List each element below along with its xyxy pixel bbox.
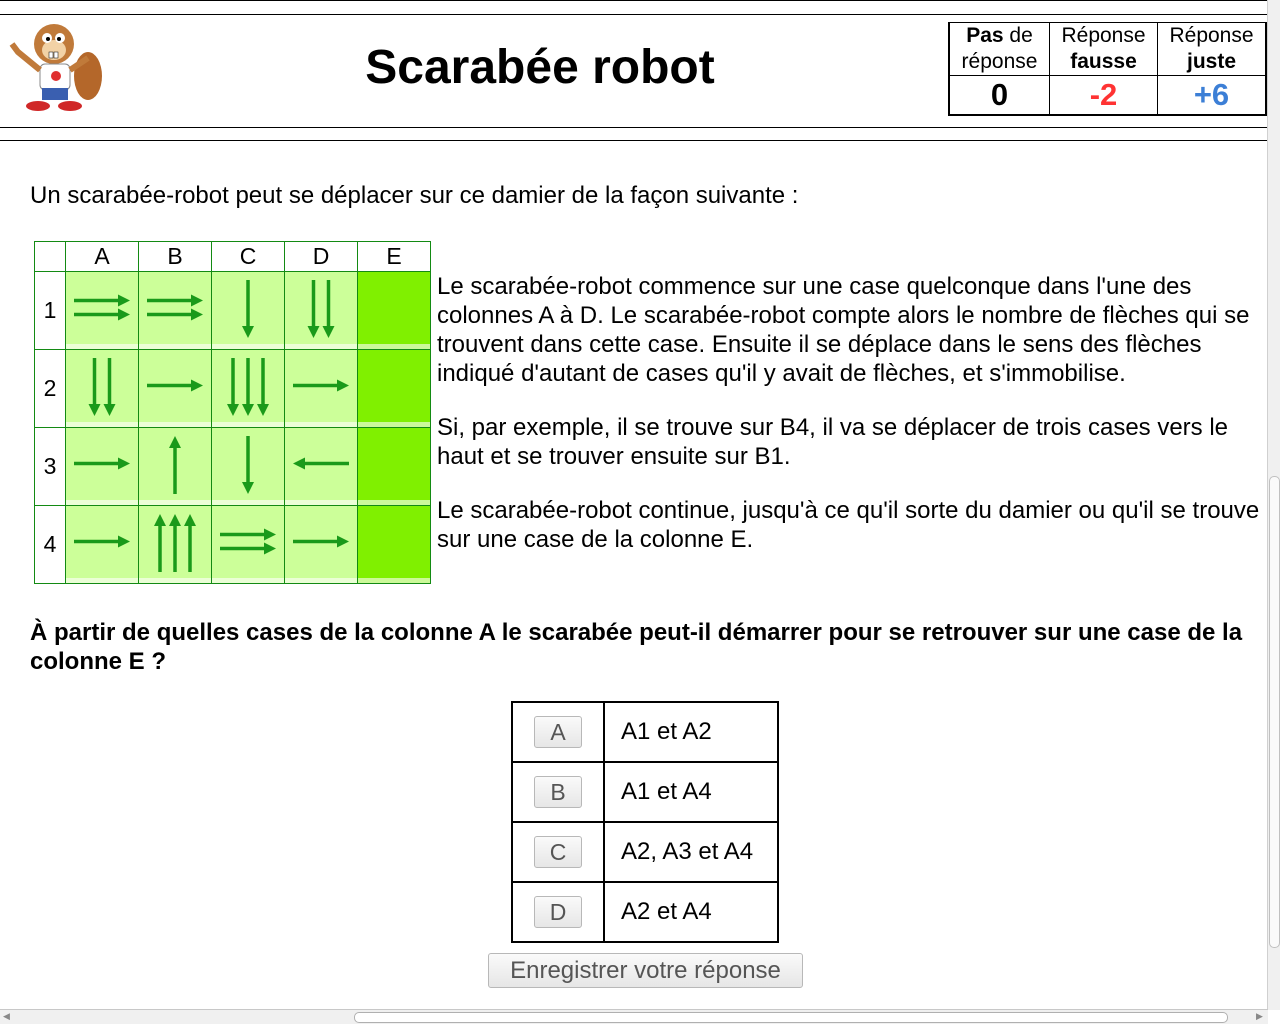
arrow-right-icon xyxy=(220,543,276,555)
no-answer-header: Pas de réponse xyxy=(949,23,1050,76)
board-cell xyxy=(285,272,358,350)
board-cell xyxy=(139,272,212,350)
answer-row xyxy=(512,882,778,942)
cell-arrows xyxy=(139,506,211,583)
board-cell xyxy=(66,506,139,584)
scoring-table xyxy=(948,22,1267,116)
right-answer-header: Réponse juste xyxy=(1158,23,1267,76)
arrow-right-icon xyxy=(147,309,203,321)
board-cell-goal xyxy=(358,350,431,428)
arrow-down-icon xyxy=(89,358,101,416)
cell-arrows xyxy=(139,428,211,505)
arrow-right-icon xyxy=(74,536,130,548)
arrow-up-icon xyxy=(169,514,181,572)
board-cell-goal xyxy=(358,272,431,350)
cell-arrows xyxy=(66,506,138,583)
arrow-down-icon xyxy=(257,358,269,416)
arrow-right-icon xyxy=(147,380,203,392)
arrow-right-icon xyxy=(293,536,349,548)
cell-arrows xyxy=(139,272,211,349)
arrow-down-icon xyxy=(308,280,320,338)
wrong-answer-header: Réponse fausse xyxy=(1050,23,1158,76)
answer-button-b[interactable]: B xyxy=(534,776,582,808)
cell-arrows xyxy=(285,506,357,583)
arrow-left-icon xyxy=(293,458,349,470)
answer-button-d[interactable]: D xyxy=(534,896,582,928)
arrow-right-icon xyxy=(74,309,130,321)
row-label: 4 xyxy=(35,506,66,584)
board-corner xyxy=(35,242,66,272)
answer-button-c[interactable]: C xyxy=(534,836,582,868)
cell-arrows xyxy=(212,428,284,505)
cell-arrows xyxy=(66,350,138,427)
cell-arrows xyxy=(66,428,138,505)
cell-arrows xyxy=(139,350,211,427)
cell-arrows xyxy=(212,350,284,427)
row-label: 3 xyxy=(35,428,66,506)
arrow-down-icon xyxy=(227,358,239,416)
arrow-down-icon xyxy=(323,280,335,338)
arrow-up-icon xyxy=(184,514,196,572)
question-text: À partir de quelles cases de la colonne A le scarabée peut-il démarrer pour se retrouver sur une case de la colonne E ? xyxy=(30,619,1243,675)
arrow-down-icon xyxy=(242,280,254,338)
submit-answer-button[interactable]: Enregistrer votre réponse xyxy=(488,953,803,988)
wrong-answer-points: -2 xyxy=(1050,76,1158,116)
answer-text: A2 et A4 xyxy=(604,882,778,942)
arrow-up-icon xyxy=(169,436,181,494)
board-cell xyxy=(66,272,139,350)
game-board xyxy=(34,241,431,584)
arrow-right-icon xyxy=(74,295,130,307)
cell-arrows xyxy=(212,272,284,349)
board-cell xyxy=(212,272,285,350)
page-title: Scarabée robot xyxy=(365,41,715,94)
arrow-right-icon xyxy=(220,529,276,541)
arrow-right-icon xyxy=(74,458,130,470)
vertical-scrollbar[interactable] xyxy=(1267,0,1280,1010)
no-answer-points: 0 xyxy=(949,76,1050,116)
cell-arrows xyxy=(66,272,138,349)
scroll-right-icon[interactable]: ▶ xyxy=(1256,1011,1263,1021)
cell-shadow xyxy=(358,422,430,427)
cell-arrows xyxy=(285,272,357,349)
board-cell xyxy=(212,428,285,506)
beaver-logo xyxy=(4,14,108,114)
answer-button-a[interactable]: A xyxy=(534,716,582,748)
board-cell xyxy=(212,506,285,584)
scroll-left-icon[interactable]: ◀ xyxy=(3,1011,10,1021)
arrow-down-icon xyxy=(104,358,116,416)
cell-shadow xyxy=(358,344,430,349)
intro-text: Un scarabée-robot peut se déplacer sur ce damier de la façon suivante : xyxy=(30,182,799,209)
board-cell xyxy=(285,350,358,428)
arrow-up-icon xyxy=(154,514,166,572)
cell-arrows xyxy=(212,506,284,583)
arrow-right-icon xyxy=(293,380,349,392)
board-cell xyxy=(285,428,358,506)
row-label: 1 xyxy=(35,272,66,350)
board-cell xyxy=(285,506,358,584)
answer-text: A2, A3 et A4 xyxy=(604,822,778,882)
arrow-right-icon xyxy=(147,295,203,307)
right-answer-points: +6 xyxy=(1158,76,1267,116)
board-cell xyxy=(66,350,139,428)
cell-arrows xyxy=(285,428,357,505)
arrow-down-icon xyxy=(242,358,254,416)
board-cell-goal xyxy=(358,428,431,506)
cell-shadow xyxy=(358,500,430,505)
vertical-scroll-thumb[interactable] xyxy=(1269,476,1280,948)
column-label: E xyxy=(358,242,431,272)
answer-text: A1 et A2 xyxy=(604,702,778,762)
header-rule xyxy=(0,140,1268,141)
column-label: C xyxy=(212,242,285,272)
board-cell xyxy=(139,506,212,584)
rules-description xyxy=(437,272,1262,579)
answer-row xyxy=(512,762,778,822)
board-cell xyxy=(139,350,212,428)
column-label: B xyxy=(139,242,212,272)
top-rule xyxy=(0,0,1268,1)
horizontal-scroll-thumb[interactable] xyxy=(354,1012,1228,1023)
board-cell xyxy=(212,350,285,428)
cell-arrows xyxy=(285,350,357,427)
horizontal-scrollbar[interactable] xyxy=(0,1009,1268,1024)
example-paragraph: Si, par exemple, il se trouve sur B4, il va se déplacer de trois cases vers le haut et se trouver ensuite sur B1. xyxy=(437,414,1229,470)
column-label: D xyxy=(285,242,358,272)
answer-choices xyxy=(511,701,779,943)
end-condition-paragraph: Le scarabée-robot continue, jusqu'à ce qu'il sorte du damier ou qu'il se trouve sur une case de la colonne E. xyxy=(437,497,1260,553)
rules-paragraph: Le scarabée-robot commence sur une case quelconque dans l'une des colonnes A à D. Le scarabée-robot compte alors le nombre de flèches qui se trouvent dans cette case. Ensuite il se déplace dans le sens des flèches indiqué d'autant de cases qu'il y avait de flèches, et s'immobilise. xyxy=(437,273,1250,387)
answer-row xyxy=(512,702,778,762)
answer-row xyxy=(512,822,778,882)
board-cell xyxy=(66,428,139,506)
answer-text: A1 et A4 xyxy=(604,762,778,822)
cell-shadow xyxy=(358,578,430,583)
board-cell-goal xyxy=(358,506,431,584)
column-label: A xyxy=(66,242,139,272)
board-cell xyxy=(139,428,212,506)
row-label: 2 xyxy=(35,350,66,428)
arrow-down-icon xyxy=(242,436,254,494)
